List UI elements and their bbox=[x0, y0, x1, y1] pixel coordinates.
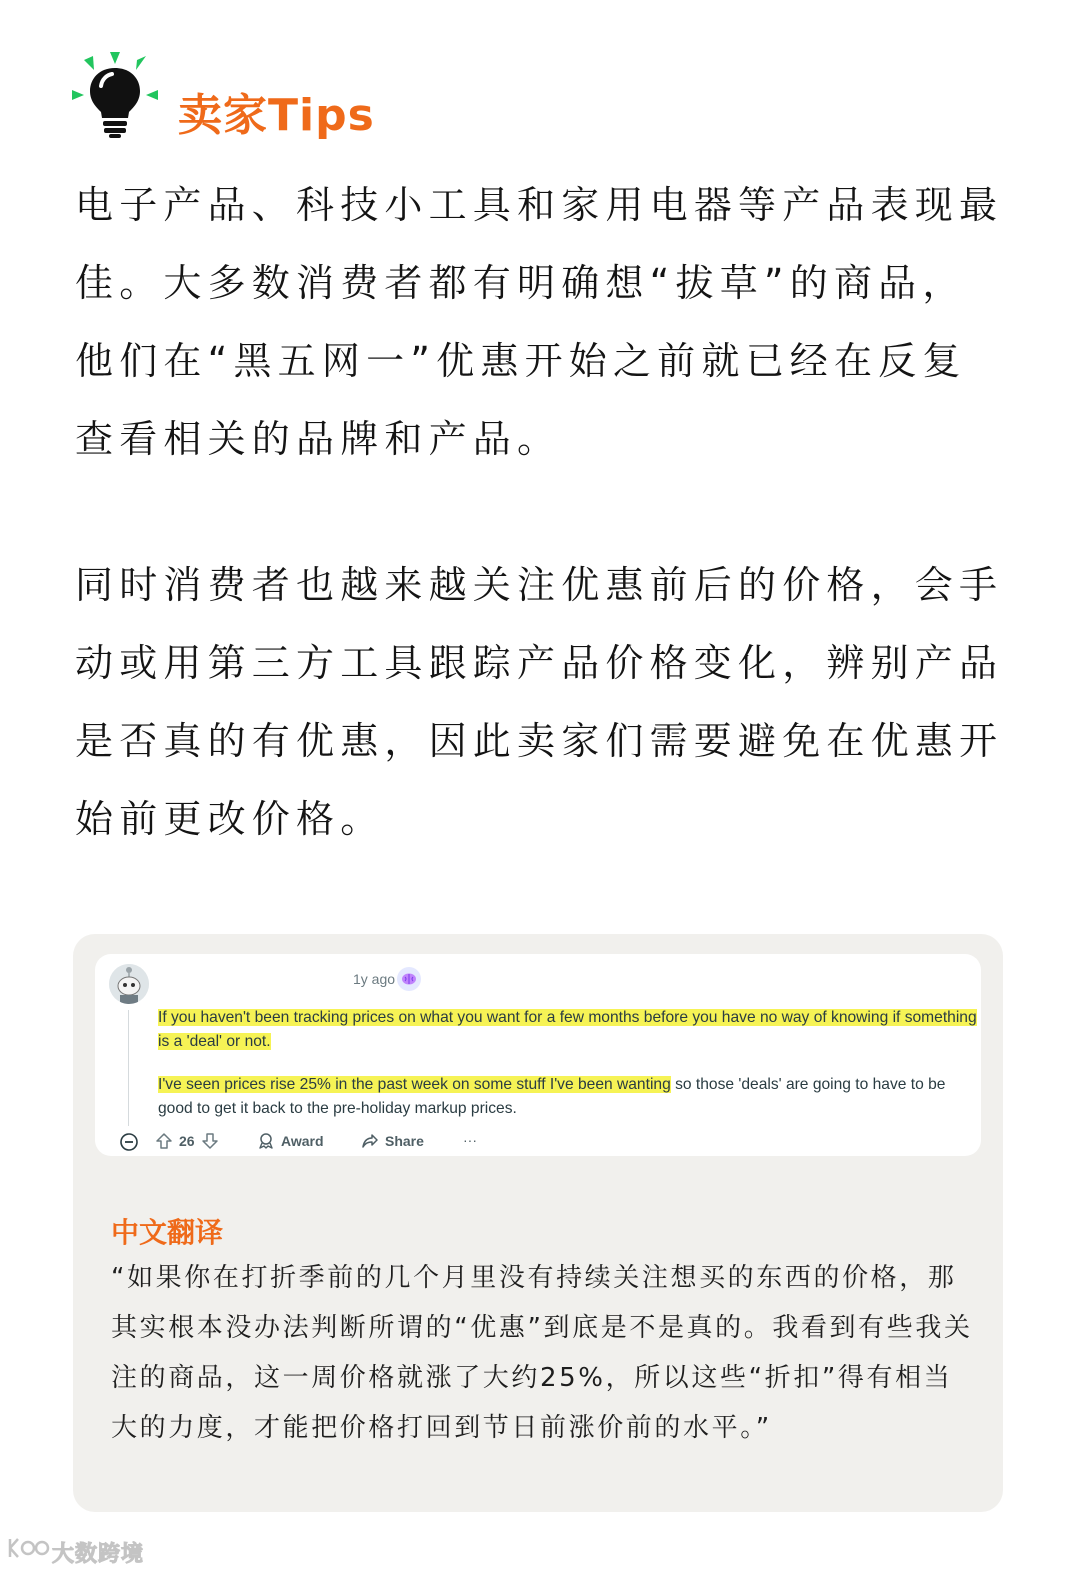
share-icon bbox=[361, 1132, 379, 1150]
watermark-text: 大数跨境 bbox=[52, 1542, 145, 1567]
award-icon bbox=[257, 1132, 275, 1150]
share-label: Share bbox=[385, 1133, 424, 1149]
comment-paragraph-2 bbox=[158, 1073, 980, 1121]
comment-text: so those 'deals' are going to have to be good to get it back to the pre-holiday markup prices. bbox=[158, 1076, 946, 1117]
username-redacted bbox=[158, 968, 318, 992]
translation-title: 中文翻译 bbox=[111, 1216, 224, 1249]
highlighted-text: If you haven't been tracking prices on what you want for a few months before you have no way of knowing if something is a 'deal' or not. bbox=[158, 1009, 977, 1050]
more-icon: ··· bbox=[463, 1132, 477, 1148]
highlighted-text: I've seen prices rise 25% in the past week on some stuff I've been wanting bbox=[158, 1076, 671, 1093]
watermark bbox=[6, 1533, 156, 1567]
page-title: 卖家Tips bbox=[178, 90, 375, 141]
collapse-button[interactable] bbox=[119, 1132, 139, 1152]
upvote-icon[interactable] bbox=[155, 1132, 173, 1150]
vote-count: 26 bbox=[179, 1133, 195, 1149]
avatar[interactable] bbox=[109, 964, 149, 1004]
translation-text: “如果你在打折季前的几个月里没有持续关注想买的东西的价格，那其实根本没办法判断所谓的“优惠”到底是不是真的。我看到有些我关注的商品，这一周价格就涨了大约25%，所以这些“折扣”得有相当大的力度，才能把价格打回到节日前涨价前的水平。” bbox=[111, 1263, 973, 1443]
brain-badge-icon bbox=[397, 967, 421, 991]
more-options-button[interactable] bbox=[463, 1132, 477, 1148]
price-paragraph: 同时消费者也越来越关注优惠前后的价格，会手动或用第三方工具跟踪产品价格变化，辨别产品是否真的有优惠，因此卖家们需要避免在优惠开始前更改价格。 bbox=[75, 563, 1004, 841]
tips-header bbox=[70, 46, 670, 146]
share-button[interactable] bbox=[361, 1132, 424, 1150]
collapse-icon bbox=[119, 1132, 139, 1152]
vote-control bbox=[155, 1132, 219, 1150]
watermark-logo-icon bbox=[6, 1533, 50, 1563]
comment-paragraph-1 bbox=[158, 1006, 980, 1054]
award-button[interactable] bbox=[257, 1132, 324, 1150]
intro-paragraph: 电子产品、科技小工具和家用电器等产品表现最佳。大多数消费者都有明确想“拔草”的商品，他们在“黑五网一”优惠开始之前就已经在反复查看相关的品牌和产品。 bbox=[75, 183, 1004, 461]
comment-time: 1y ago bbox=[353, 971, 396, 987]
quote-panel bbox=[73, 934, 1003, 1512]
comment-actions bbox=[119, 1132, 919, 1156]
reddit-comment-card bbox=[95, 954, 981, 1156]
thread-line[interactable] bbox=[128, 1010, 129, 1126]
downvote-icon[interactable] bbox=[201, 1132, 219, 1150]
award-label: Award bbox=[281, 1133, 324, 1149]
lightbulb-icon bbox=[70, 46, 160, 138]
